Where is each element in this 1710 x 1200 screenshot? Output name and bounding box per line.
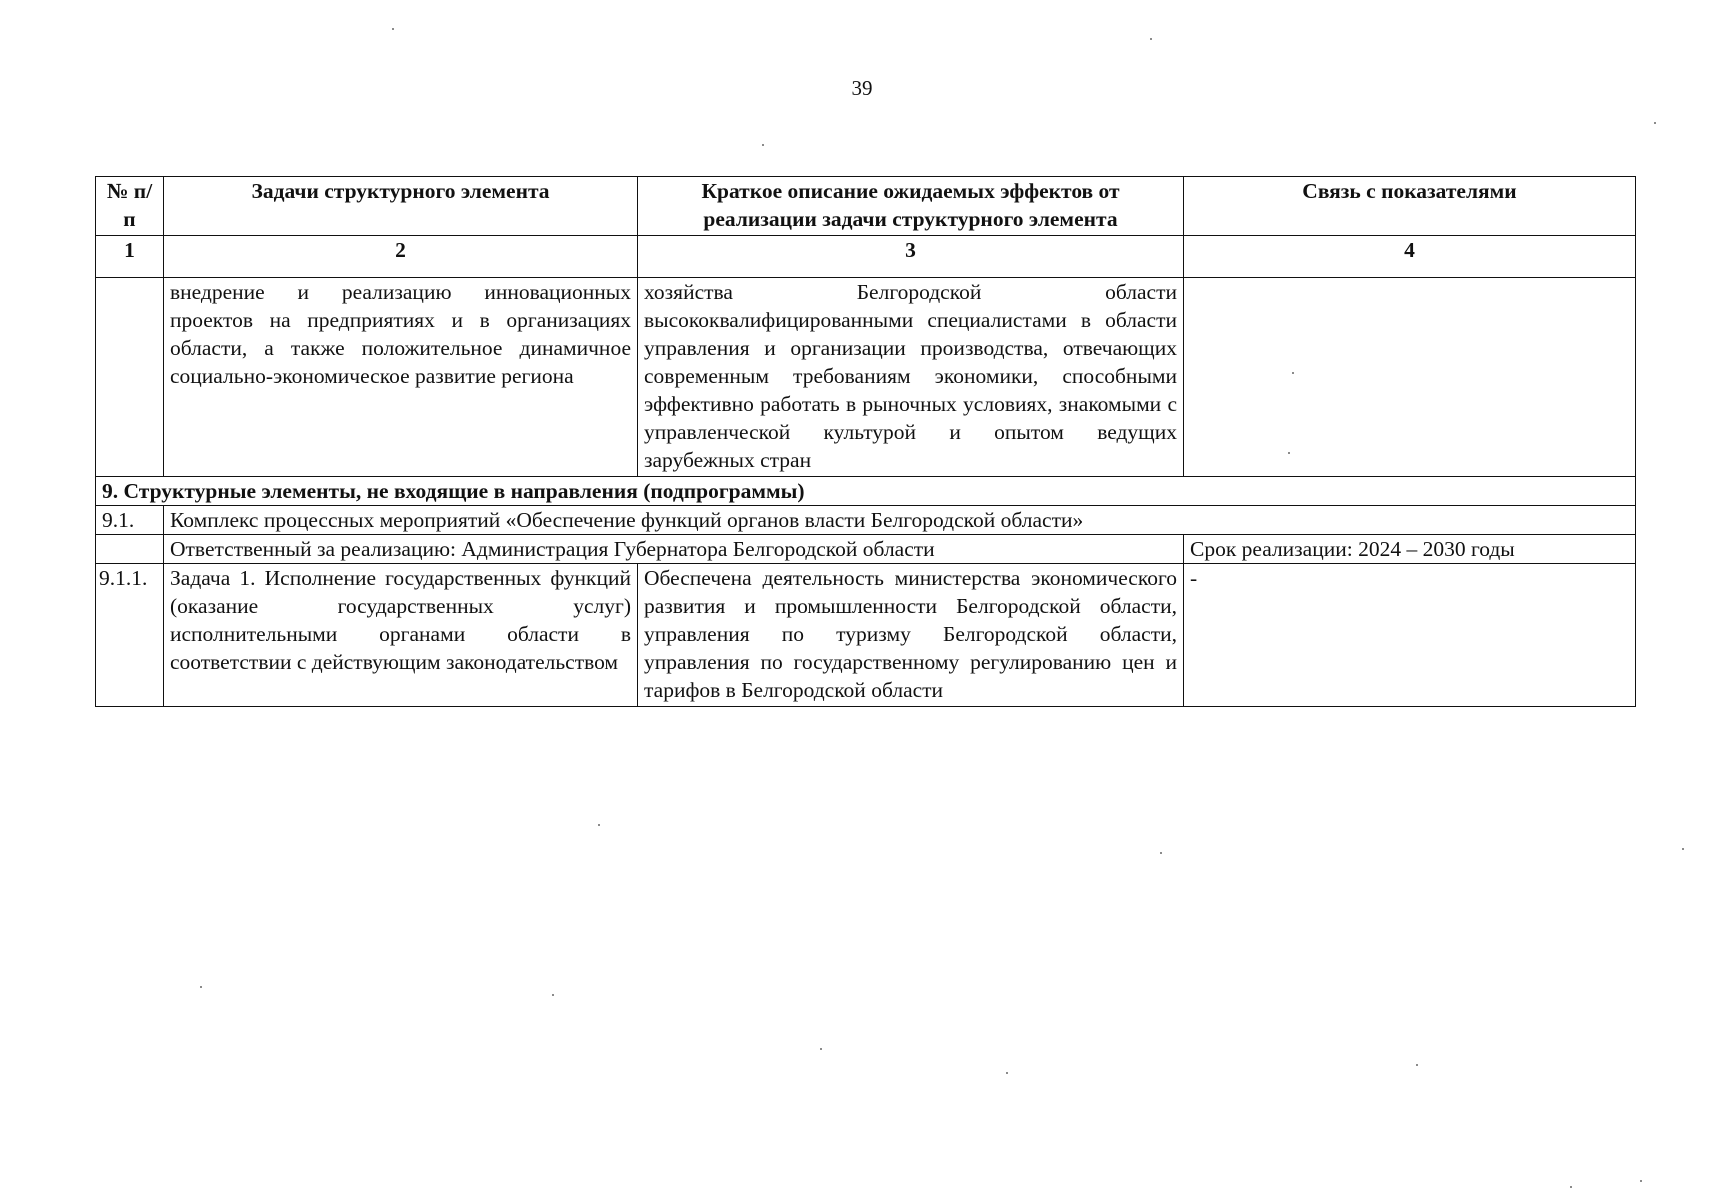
header-num: № п/п <box>96 177 164 236</box>
scan-speck <box>552 994 554 996</box>
scan-speck <box>1160 852 1162 854</box>
scan-speck <box>598 824 600 826</box>
continued-row-num <box>96 278 164 477</box>
header-indicators: Связь с показателями <box>1184 177 1636 236</box>
scan-speck <box>392 28 394 30</box>
row-9-1-text: Комплекс процессных мероприятий «Обеспечение функций органов власти Белгородской области» <box>164 506 1636 535</box>
table-row <box>96 278 1636 477</box>
scan-speck <box>1150 38 1152 40</box>
row-9-1-1-tasks: Задача 1. Исполнение государственных функций (оказание государственных услуг) исполнительными органами области в соответствии с действующим законодательством <box>164 564 638 707</box>
row-9-1-1-indicators: - <box>1184 564 1636 707</box>
header-effects: Краткое описание ожидаемых эффектов от реализации задачи структурного элемента <box>638 177 1184 236</box>
structural-elements-table <box>95 176 1636 707</box>
continued-row-tasks: внедрение и реализацию инновационных проектов на предприятиях и в организациях области, а также положительное динамичное социально-экономическое развитие региона <box>164 278 638 477</box>
row-9-1-num: 9.1. <box>96 506 164 535</box>
term-text: Срок реализации: 2024 – 2030 годы <box>1184 535 1636 564</box>
table-row <box>96 535 1636 564</box>
table-row <box>96 564 1636 707</box>
row-9-1-1-effects: Обеспечена деятельность министерства экономического развития и промышленности Белгородской области, управления по туризму Белгородской области, управления по государственному регулированию цен и тарифов в Белгородской области <box>638 564 1184 707</box>
continued-row-indicators <box>1184 278 1636 477</box>
column-number-row <box>96 236 1636 278</box>
responsible-row-num <box>96 535 164 564</box>
column-number-3: 3 <box>638 236 1184 278</box>
scan-speck <box>1570 1186 1572 1188</box>
scan-speck <box>1288 452 1290 454</box>
header-tasks: Задачи структурного элемента <box>164 177 638 236</box>
page-number: 39 <box>851 76 873 100</box>
scan-speck <box>1682 848 1684 850</box>
responsible-text: Ответственный за реализацию: Администрация Губернатора Белгородской области <box>164 535 1184 564</box>
scan-speck <box>1416 1064 1418 1066</box>
column-number-4: 4 <box>1184 236 1636 278</box>
scan-speck <box>1640 1180 1642 1182</box>
scan-speck <box>1006 1072 1008 1074</box>
scan-speck <box>1654 122 1656 124</box>
row-9-1-1-num: 9.1.1. <box>96 564 164 707</box>
section-heading-row <box>96 477 1636 506</box>
continued-row-effects: хозяйства Белгородской области высококвалифицированными специалистами в области управления и организации производства, отвечающих современным требованиям экономики, способными эффективно работать в рыночных условиях, знакомыми с управленческой культурой и опытом ведущих зарубежных стран <box>638 278 1184 477</box>
scan-speck <box>1292 372 1294 374</box>
scan-speck <box>200 986 202 988</box>
section-9-heading: 9. Структурные элементы, не входящие в направления (подпрограммы) <box>96 477 1636 506</box>
column-number-1: 1 <box>96 236 164 278</box>
scan-speck <box>820 1048 822 1050</box>
scan-speck <box>762 144 764 146</box>
column-number-2: 2 <box>164 236 638 278</box>
table-row <box>96 506 1636 535</box>
table-header-row <box>96 177 1636 236</box>
